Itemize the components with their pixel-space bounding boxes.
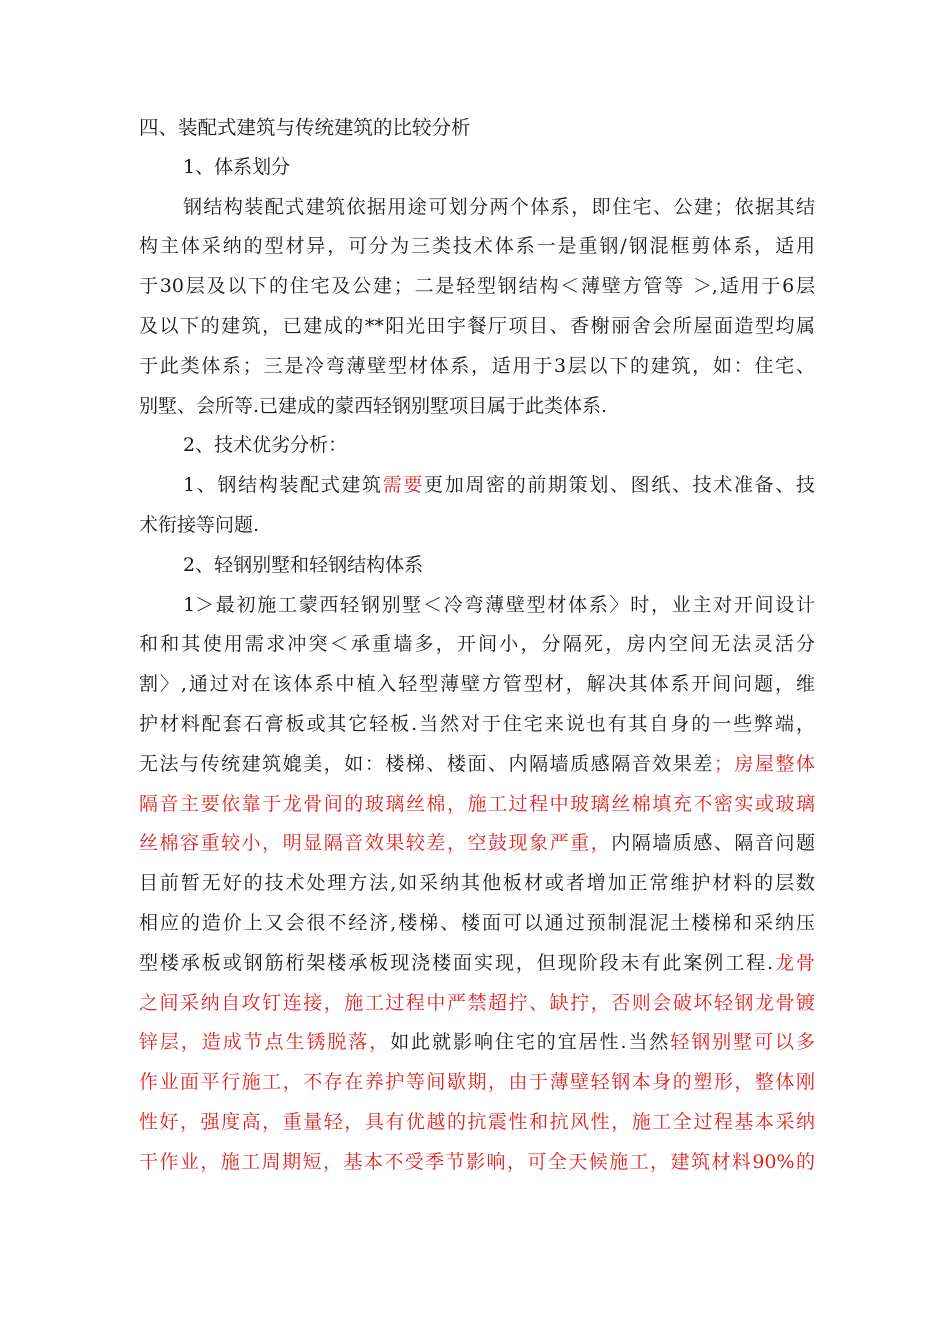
paragraph-line <box>139 824 815 864</box>
text-run: 无法与传统建筑媲美，如：楼梯、楼面、内隔墙质感隔音效果差 <box>139 752 714 775</box>
text-run: 型楼承板或钢筋桁架楼承板现浇楼面实现，但现阶段未有此案例工程. <box>139 951 774 974</box>
paragraph-line: 及以下的建筑，已建成的**阳光田宇餐厅项目、香榭丽舍会所屋面造型均属 <box>139 314 815 337</box>
highlight-line: 之间采纳自攻钉连接，施工过程中严禁超拧、缺拧，否则会破坏轻钢龙骨镀 <box>139 991 815 1014</box>
paragraph-line <box>139 1023 815 1063</box>
document-page <box>139 108 815 1183</box>
paragraph-line: 相应的造价上又会很不经济,楼梯、楼面可以通过预制混泥土楼梯和采纳压 <box>139 911 815 934</box>
paragraph-line: 于30层及以下的住宅及公建；二是轻型钢结构＜薄壁方管等 ＞,适用于6层 <box>139 275 815 298</box>
highlight-text: 轻钢别墅可以多 <box>670 1031 815 1054</box>
highlight-text: ；房屋整体 <box>713 752 815 775</box>
paragraph-line: 构主体采纳的型材异，可分为三类技术体系一是重钢/钢混框剪体系，适用 <box>139 235 815 258</box>
highlight-line: 性好，强度高，重量轻，具有优越的抗震性和抗风性，施工全过程基本采纳 <box>139 1110 815 1133</box>
subsection-title-tech-analysis: 2、技术优劣分析： <box>183 434 348 457</box>
paragraph-line: 术衔接等问题. <box>139 513 260 536</box>
highlight-text: 需要 <box>382 474 425 497</box>
subsection-title-light-steel: 2、轻钢别墅和轻钢结构体系 <box>183 553 424 576</box>
paragraph-line: 别墅、会所等.已建成的蒙西轻钢别墅项目属于此类体系. <box>139 394 608 417</box>
highlight-text: 丝棉容重较小，明显隔音效果较差，空鼓现象严重， <box>139 832 612 855</box>
highlight-text: 龙骨 <box>773 951 815 974</box>
paragraph-line: 于此类体系；三是冷弯薄壁型材体系，适用于3层以下的建筑，如：住宅、 <box>139 354 815 377</box>
highlight-line: 作业面平行施工，不存在养护等间歇期，由于薄壁轻钢本身的塑形，整体刚 <box>139 1071 815 1094</box>
highlight-line: 隔音主要依靠于龙骨间的玻璃丝棉，施工过程中玻璃丝棉填充不密实或玻璃 <box>139 792 815 815</box>
paragraph-line <box>139 944 815 984</box>
highlight-text: 锌层，造成节点生锈脱落， <box>139 1031 391 1054</box>
paragraph-line: 割〉,通过对在该体系中植入轻型薄壁方管型材，解决其体系开间问题，维 <box>139 673 815 696</box>
paragraph-line: 目前暂无好的技术处理方法,如采纳其他板材或者增加正常维护材料的层数 <box>139 872 815 895</box>
text-run: 1、钢结构装配式建筑 <box>183 474 383 497</box>
paragraph-line: 钢结构装配式建筑依据用途可划分两个体系，即住宅、公建；依据其结 <box>183 195 815 218</box>
paragraph-line: 1＞最初施工蒙西轻钢别墅＜冷弯薄壁型材体系〉时，业主对开间设计 <box>183 593 815 616</box>
text-run: 内隔墙质感、隔音问题 <box>611 832 815 855</box>
paragraph-line <box>139 466 815 506</box>
text-run: 如此就影响住宅的宜居性.当然 <box>390 1031 671 1054</box>
paragraph-line: 护材料配套石膏板或其它轻板.当然对于住宅来说也有其自身的一些弊端， <box>139 712 815 735</box>
paragraph-line: 和和其使用需求冲突＜承重墙多，开间小，分隔死，房内空间无法灵活分 <box>139 633 815 656</box>
subsection-title-system-division: 1、体系划分 <box>183 155 291 178</box>
highlight-line: 干作业，施工周期短，基本不受季节影响，可全天候施工，建筑材料90%的 <box>139 1150 815 1173</box>
section-heading: 四、装配式建筑与传统建筑的比较分析 <box>139 116 471 139</box>
text-run: 更加周密的前期策划、图纸、技术准备、技 <box>424 474 815 497</box>
paragraph-line <box>139 745 815 785</box>
